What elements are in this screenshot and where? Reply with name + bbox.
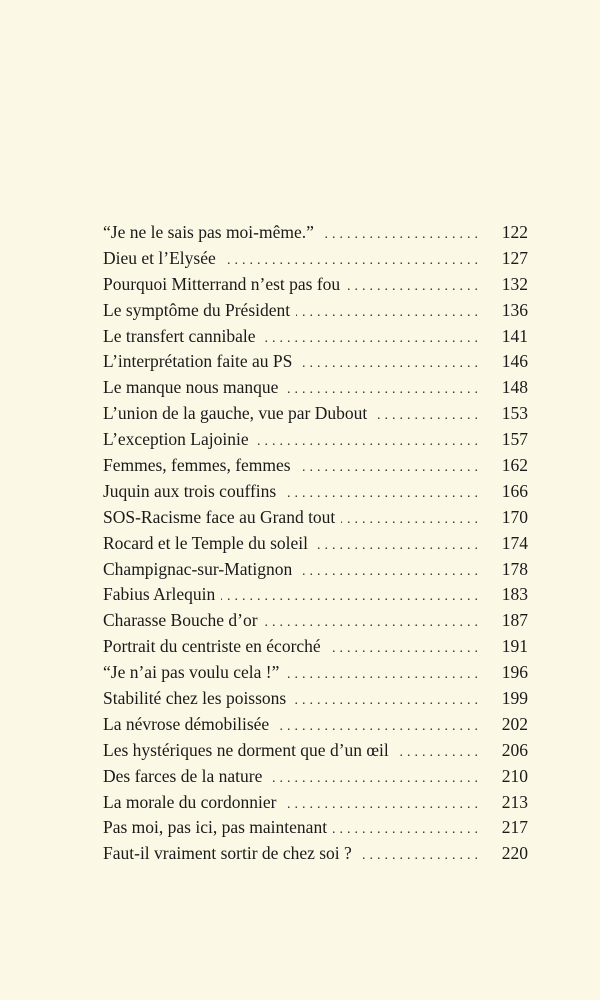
toc-entry-title: Fabius Arlequin <box>103 584 216 605</box>
toc-entry-page-number: 132 <box>501 273 528 294</box>
toc-entry-page-number: 153 <box>501 403 528 424</box>
toc-entry <box>103 582 528 608</box>
toc-entry <box>103 557 528 583</box>
toc-entry <box>103 427 528 453</box>
toc-entry-title: Des farces de la nature <box>103 765 263 786</box>
toc-entry-page-number: 199 <box>501 688 528 709</box>
toc-entry-title: Le manque nous manque <box>103 377 279 398</box>
toc-entry-title: Femmes, femmes, femmes <box>103 455 291 476</box>
toc-leader-dots <box>298 559 496 585</box>
toc-leader-dots <box>292 688 496 714</box>
toc-entry <box>103 712 528 738</box>
toc-entry-title: Faut-il vraiment sortir de chez soi ? <box>103 843 352 864</box>
toc-entry-title: Le transfert cannibale <box>103 325 256 346</box>
toc-entry-title: “Je n’ai pas voulu cela !” <box>103 662 280 683</box>
toc-entry <box>103 841 528 867</box>
toc-entry <box>103 634 528 660</box>
toc-entry <box>103 453 528 479</box>
toc-entry-title: Charasse Bouche d’or <box>103 610 258 631</box>
toc-entry <box>103 815 528 841</box>
toc-entry-page-number: 141 <box>501 325 528 346</box>
toc-leader-dots <box>282 792 496 818</box>
toc-entry-page-number: 166 <box>501 480 528 501</box>
toc-entry-page-number: 202 <box>501 713 528 734</box>
toc-leader-dots <box>314 533 496 559</box>
toc-entry-page-number: 210 <box>501 765 528 786</box>
toc-leader-dots <box>275 714 496 740</box>
toc-entry-page-number: 187 <box>501 610 528 631</box>
table-of-contents <box>103 220 528 867</box>
toc-leader-dots <box>222 248 496 274</box>
toc-entry <box>103 790 528 816</box>
toc-leader-dots <box>333 817 496 843</box>
toc-entry <box>103 324 528 350</box>
toc-entry-page-number: 122 <box>501 222 528 242</box>
toc-leader-dots <box>284 377 496 403</box>
toc-leader-dots <box>296 300 496 326</box>
toc-entry-page-number: 213 <box>501 791 528 812</box>
toc-leader-dots <box>298 351 496 377</box>
toc-entry-page-number: 191 <box>501 636 528 657</box>
toc-leader-dots <box>320 222 496 248</box>
toc-entry-page-number: 170 <box>501 506 528 527</box>
toc-leader-dots <box>358 843 496 869</box>
toc-entry <box>103 246 528 272</box>
toc-entry-page-number: 148 <box>501 377 528 398</box>
toc-entry-page-number: 162 <box>501 455 528 476</box>
toc-entry <box>103 608 528 634</box>
toc-entry-page-number: 174 <box>501 532 528 553</box>
toc-leader-dots <box>255 429 496 455</box>
toc-entry-title: La névrose démobilisée <box>103 713 270 734</box>
toc-entry-title: L’interprétation faite au PS <box>103 351 293 372</box>
toc-entry <box>103 505 528 531</box>
toc-entry-title: Juquin aux trois couffins <box>103 480 277 501</box>
toc-entry-title: L’union de la gauche, vue par Dubout <box>103 403 368 424</box>
toc-entry-page-number: 127 <box>501 247 528 268</box>
toc-entry-title: Portrait du centriste en écorché <box>103 636 321 657</box>
toc-entry <box>103 660 528 686</box>
toc-entry-title: L’exception Lajoinie <box>103 429 249 450</box>
toc-entry-page-number: 178 <box>501 558 528 579</box>
toc-entry <box>103 401 528 427</box>
toc-leader-dots <box>341 507 496 533</box>
toc-entry-title: Pourquoi Mitterrand n’est pas fou <box>103 273 341 294</box>
toc-leader-dots <box>262 326 496 352</box>
toc-entry <box>103 349 528 375</box>
toc-entry-page-number: 157 <box>501 429 528 450</box>
toc-leader-dots <box>282 481 496 507</box>
toc-leader-dots <box>297 455 496 481</box>
toc-entry-page-number: 146 <box>501 351 528 372</box>
toc-leader-dots <box>373 403 496 429</box>
toc-entry-page-number: 217 <box>501 817 528 838</box>
toc-leader-dots <box>346 274 496 300</box>
toc-entry-page-number: 136 <box>501 299 528 320</box>
toc-entry <box>103 272 528 298</box>
toc-entry-page-number: 196 <box>501 662 528 683</box>
toc-entry-page-number: 206 <box>501 739 528 760</box>
toc-entry-title: Dieu et l’Elysée <box>103 247 216 268</box>
toc-entry-title: Les hystériques ne dorment que d’un œil <box>103 739 389 760</box>
toc-leader-dots <box>268 766 496 792</box>
toc-entry <box>103 738 528 764</box>
toc-leader-dots <box>264 610 496 636</box>
toc-entry-page-number: 220 <box>501 843 528 864</box>
toc-leader-dots <box>285 662 496 688</box>
toc-entry-title: Le symptôme du Président <box>103 299 291 320</box>
toc-entry <box>103 375 528 401</box>
toc-entry-title: “Je ne le sais pas moi-même.” <box>103 222 314 242</box>
toc-entry-title: Rocard et le Temple du soleil <box>103 532 308 553</box>
toc-entry <box>103 764 528 790</box>
toc-entry <box>103 298 528 324</box>
toc-leader-dots <box>221 584 496 610</box>
toc-entry-title: Stabilité chez les poissons <box>103 688 287 709</box>
toc-entry-title: SOS-Racisme face au Grand tout <box>103 506 336 527</box>
toc-entry <box>103 686 528 712</box>
toc-entry-page-number: 183 <box>501 584 528 605</box>
toc-entry <box>103 220 528 246</box>
toc-leader-dots <box>327 636 496 662</box>
toc-leader-dots <box>395 740 496 766</box>
toc-entry-title: Champignac-sur-Matignon <box>103 558 293 579</box>
toc-entry-title: La morale du cordonnier <box>103 791 277 812</box>
toc-entry <box>103 479 528 505</box>
toc-entry <box>103 531 528 557</box>
toc-entry-title: Pas moi, pas ici, pas maintenant <box>103 817 328 838</box>
